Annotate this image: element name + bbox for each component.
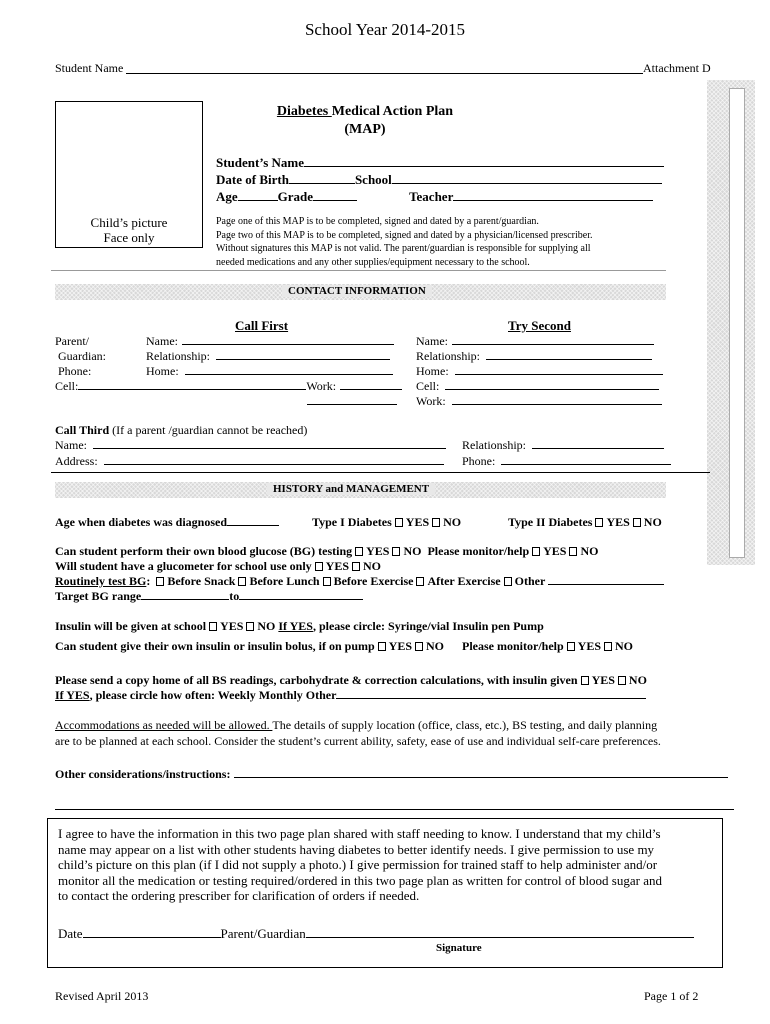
glucometer-yes-checkbox[interactable] bbox=[315, 562, 323, 571]
second-work-field[interactable]: Work: bbox=[416, 394, 662, 409]
attachment-label: Attachment D bbox=[643, 61, 711, 75]
first-extra-line[interactable] bbox=[307, 404, 397, 405]
student-name-line[interactable] bbox=[126, 73, 643, 74]
first-home-field[interactable]: Home: bbox=[146, 364, 393, 379]
before-exercise-checkbox[interactable] bbox=[323, 577, 331, 586]
second-home-field[interactable]: Home: bbox=[416, 364, 663, 379]
before-lunch-checkbox[interactable] bbox=[238, 577, 246, 586]
bg-no-checkbox[interactable] bbox=[392, 547, 400, 556]
type2-row: Type II Diabetes YES NO bbox=[508, 515, 662, 529]
plan-title: Diabetes Medical Action Plan bbox=[276, 104, 454, 119]
third-relationship-field[interactable]: Relationship: bbox=[462, 438, 664, 453]
contact-heading: CONTACT INFORMATION bbox=[282, 285, 432, 297]
accommodations-text: Accommodations as needed will be allowed. The details of supply location (office, class, etc.), BS testing, and daily planning are to be planned at each school. Consider the student’s current ability, safety, ease of use and individual self-care preferences. bbox=[55, 718, 661, 748]
plan-subtitle: (MAP) bbox=[344, 122, 386, 137]
instructions: Page one of this MAP is to be completed, signed and dated by a parent/guardian. Page two of this MAP is to be completed, signed and dated by a physician/licensed prescriber. Without signatures this MAP is not valid. The parent/guardian is responsible for supplying all needed medications and any other supplies/equipment necessary to the school. bbox=[216, 216, 593, 268]
other-checkbox[interactable] bbox=[504, 577, 512, 586]
type1-yes-checkbox[interactable] bbox=[395, 518, 403, 527]
type2-yes-checkbox[interactable] bbox=[595, 518, 603, 527]
first-cell-work-field[interactable]: Cell: Work: bbox=[55, 379, 402, 394]
dob-row: Date of Birth School bbox=[216, 172, 662, 188]
bg-testing-row: Can student perform their own blood glucose (BG) testing YES NO Please monitor/help YES NO bbox=[55, 544, 599, 558]
revised-date: Revised April 2013 bbox=[55, 989, 149, 1003]
insulin-yes-checkbox[interactable] bbox=[209, 622, 217, 631]
before-snack-checkbox[interactable] bbox=[156, 577, 164, 586]
student-name-label: Student Name bbox=[55, 61, 124, 75]
history-heading: HISTORY and MANAGEMENT bbox=[267, 483, 435, 495]
call-third-heading: Call Third (If a parent /guardian cannot be reached) bbox=[55, 423, 308, 437]
other-considerations-row[interactable]: Other considerations/instructions: bbox=[55, 767, 728, 782]
own-insulin-help-no-checkbox[interactable] bbox=[604, 642, 612, 651]
own-insulin-no-checkbox[interactable] bbox=[415, 642, 423, 651]
routine-testing-row: Routinely test BG: Before Snack Before Lunch Before Exercise After Exercise Other bbox=[55, 574, 664, 589]
type1-no-checkbox[interactable] bbox=[432, 518, 440, 527]
parent-guardian-labels: Parent/ Guardian: Phone: bbox=[55, 334, 106, 378]
glucometer-row: Will student have a glucometer for school use only YES NO bbox=[55, 559, 382, 573]
insulin-no-checkbox[interactable] bbox=[246, 622, 254, 631]
try-second-heading: Try Second bbox=[508, 318, 571, 333]
target-bg-row[interactable]: Target BG range to bbox=[55, 589, 363, 604]
call-first-heading: Call First bbox=[235, 318, 289, 333]
send-copy-no-checkbox[interactable] bbox=[618, 676, 626, 685]
agreement-text: I agree to have the information in this two page plan shared with staff needing to know. I understand that my child’s name may appear on a list with other students having diabetes to better identify needs. I give permission to use my child’s picture on this plan (if I did not supply a photo.) I give permission for trained staff to help administer and/or monitor all the medication or testing required/ordered in this two page plan as written for control of blood sugar and to contact the ordering prescriber for clarification of orders if needed. bbox=[58, 826, 662, 903]
age-grade-row: Age Grade Teacher bbox=[216, 189, 653, 205]
after-exercise-checkbox[interactable] bbox=[416, 577, 424, 586]
third-name-field[interactable]: Name: bbox=[55, 438, 446, 453]
second-relationship-field[interactable]: Relationship: bbox=[416, 349, 652, 364]
own-insulin-row: Can student give their own insulin or insulin bolus, if on pump YES NO Please monitor/help YES NO bbox=[55, 639, 634, 653]
how-often-row[interactable]: If YES, please circle how often: Weekly Monthly Other bbox=[55, 688, 646, 703]
bg-help-no-checkbox[interactable] bbox=[569, 547, 577, 556]
send-copy-row: Please send a copy home of all BS readings, carbohydrate & correction calculations, with insulin given YES NO bbox=[55, 673, 647, 687]
age-diagnosed-row[interactable]: Age when diabetes was diagnosed bbox=[55, 515, 279, 530]
side-bar bbox=[707, 80, 755, 565]
first-name-field[interactable]: Name: bbox=[146, 334, 394, 349]
glucometer-no-checkbox[interactable] bbox=[352, 562, 360, 571]
second-cell-field[interactable]: Cell: bbox=[416, 379, 659, 394]
own-insulin-help-yes-checkbox[interactable] bbox=[567, 642, 575, 651]
third-address-field[interactable]: Address: bbox=[55, 454, 444, 469]
type2-no-checkbox[interactable] bbox=[633, 518, 641, 527]
third-phone-field[interactable]: Phone: bbox=[462, 454, 671, 469]
page-number: Page 1 of 2 bbox=[644, 989, 699, 1003]
signature-label: Signature bbox=[436, 942, 482, 954]
signature-row[interactable]: Date Parent/Guardian bbox=[58, 926, 694, 942]
bg-help-yes-checkbox[interactable] bbox=[532, 547, 540, 556]
type1-row: Type I Diabetes YES NO bbox=[312, 515, 462, 529]
own-insulin-yes-checkbox[interactable] bbox=[378, 642, 386, 651]
other-considerations-line-2[interactable] bbox=[55, 809, 734, 810]
school-year-heading: School Year 2014-2015 bbox=[304, 20, 466, 39]
insulin-school-row: Insulin will be given at school YES NO If YES, please circle: Syringe/vial Insulin pen Pump bbox=[55, 619, 544, 633]
photo-caption: Child’s picture Face only bbox=[90, 215, 168, 245]
first-relationship-field[interactable]: Relationship: bbox=[146, 349, 390, 364]
student-name-row: Student’s Name bbox=[216, 155, 664, 171]
send-copy-yes-checkbox[interactable] bbox=[581, 676, 589, 685]
second-name-field[interactable]: Name: bbox=[416, 334, 654, 349]
bg-yes-checkbox[interactable] bbox=[355, 547, 363, 556]
